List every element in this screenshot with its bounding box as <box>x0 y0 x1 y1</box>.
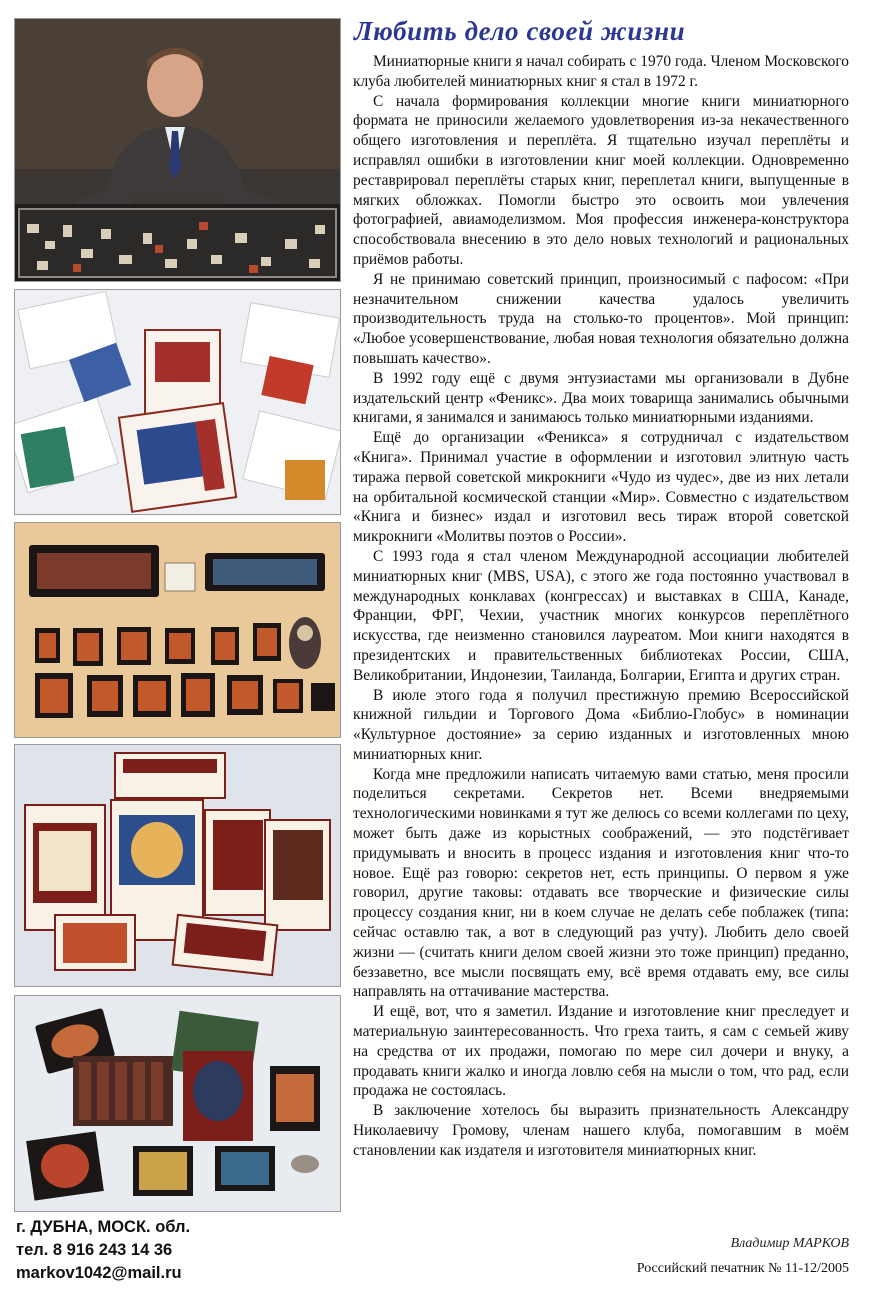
lacquer-boxes-photo <box>14 522 341 738</box>
author-photo <box>14 18 341 282</box>
contact-phone: тел. 8 916 243 14 36 <box>16 1241 173 1259</box>
article-paragraph: С 1993 года я стал членом Международной ассоциации любителей миниатюрных книг (MBS, USA), с этого же года постоянно участвовал в международных конклавах (конгрессах) и выставках в США, Канаде, Франции, ФРГ, Чехии, участник многих конкурсов переплётного искусства, где неизменно становился лауреатом. Мои книги находятся в президентских и правительственных библиотеках России, США, Великобритании, Индонезии, Таиланда, Болгарии, Египта и других стран. <box>353 547 849 684</box>
article-paragraph: В июле этого года я получил престижную премию Всероссийской книжной гильдии и Торгового Дома «Библио-Глобус» в номинации «Культурное достояние» за серию изданных и изготовленных мною миниатюрных книг. <box>353 686 849 763</box>
article-paragraph: Когда мне предложили написать читаемую вами статью, меня просили поделиться секретами. Секретов нет. Всеми внедряемыми технологическими новинками я тут же делюсь со всеми коллегами по цеху, может быть даже из корыстных соображений, — это подстёгивает придумывать и вносить в процесс издания и изготовления книг что-то новое. Ещё раз говорю: секретов нет, есть принципы. О первом я уже говорил, другие таковы: отдавать все творческие и физические силы процессу создания книг, ни в коем случае не делать себе поблажек (типа: сейчас оставлю так, а вот в следующий раз учту). Любить дело своей жизни — (считать книги делом своей жизни это тоже принцип) преданно, беззаветно, все мысли посвящать ему, всё время отдавать ему, все силы направлять на оттачивание мастерства. <box>353 765 849 1001</box>
article-paragraph: С начала формирования коллекции многие книги миниатюрного формата не приносили желаемого удовлетворения из-за некачественного общего изготовления и переплёта. Я тщательно изучал переплёты и исправлял ошибки в изготовлении книг моей коллекции. Одновременно реставрировал переплёты старых книг, переплетал книги, выпущенные в мягких обложках. Помогли быстро это освоить мои увлечения фотографией, авиамоделизмом. Моя профессия инженера-конструктора способствовала внесению в это дело новых технологий и рациональных приёмов работы. <box>353 92 849 268</box>
author-signature: Владимир МАРКОВ <box>730 1236 849 1251</box>
article-paragraph: В 1992 году ещё с двумя энтузиастами мы организовали в Дубне издательский центр «Феникс». Два моих товарища занимались обычными книгами, я занимался и занимаюсь только миниатюрными изданиями. <box>353 369 849 427</box>
book-collection-illustration <box>15 996 340 1211</box>
article-title: Любить дело своей жизни <box>354 16 686 46</box>
fairy-tale-books-photo <box>14 744 341 987</box>
book-collection-photo <box>14 995 341 1212</box>
contact-block <box>16 1216 336 1285</box>
article-body <box>353 52 849 1161</box>
article-paragraph: Миниатюрные книги я начал собирать с 1970 года. Членом Московского клуба любителей миниатюрных книг я стал в 1972 г. <box>353 53 849 90</box>
article-paragraph: И ещё, вот, что я заметил. Издание и изготовление книг преследует и материальную заинтересованность. Что греха таить, я сам с семьей живу на средства от их продажи, помогаю по мере сил дочери и внуку, а продавать книги жалко и иногда ловлю себя на мысли о том, что рад, если продажа не состоялась. <box>353 1003 849 1100</box>
article-paragraph: В заключение хотелось бы выразить признательность Александру Николаевичу Громову, членам нашего клуба, помогавшим в моём становлении как издателя и изготовителя миниатюрных книг. <box>353 1102 849 1159</box>
contact-city: г. ДУБНА, МОСК. обл. <box>16 1218 191 1236</box>
book-pages-photo <box>14 289 341 515</box>
fairy-tale-books-illustration <box>15 745 340 986</box>
lacquer-boxes-illustration <box>15 523 340 737</box>
contact-email: markov1042@mail.ru <box>16 1264 182 1282</box>
book-pages-illustration <box>15 290 340 514</box>
article-paragraph: Я не принимаю советский принцип, произносимый с пафосом: «При незначительном снижении качества удалось увеличить производительность труда на столько-то процентов». Мой принцип: «Любое усовершенствование, любая новая технология обязательно должна повышать качество». <box>353 270 849 367</box>
publication-source: Российский печатник № 11-12/2005 <box>636 1261 849 1276</box>
author-photo-illustration <box>15 19 340 281</box>
article-paragraph: Ещё до организации «Феникса» я сотрудничал с издательством «Книга». Принимал участие в оформлении и изготовил элитную часть тиража первой советской микрокниги «Чудо из чудес», две из них летали на орбитальной космической станции «Мир». Совместно с издательством «Книга и бизнес» издал и изготовил весь тираж второй советской микрокниги «Молитвы поэтов о России». <box>353 429 849 546</box>
